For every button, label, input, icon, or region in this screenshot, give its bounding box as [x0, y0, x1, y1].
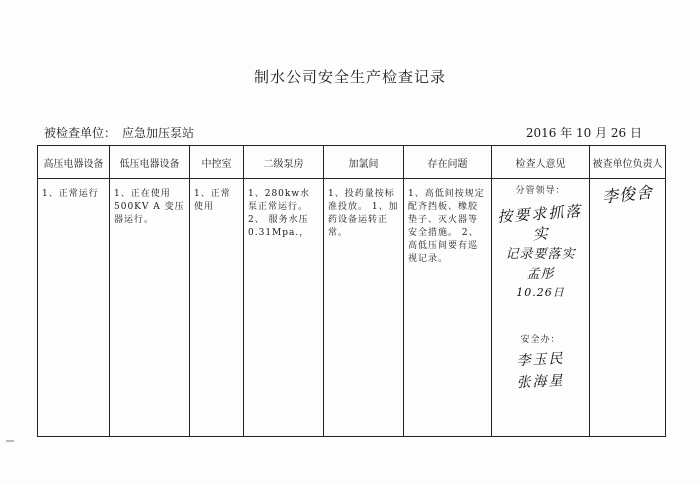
inspection-table — [37, 145, 666, 437]
header-control-room: 中控室 — [190, 146, 244, 179]
inspected-unit — [44, 124, 194, 141]
cell-control-room: 1、正常使用 — [190, 179, 244, 437]
safety-signature-1: 李玉民 — [516, 350, 565, 370]
leader-signature-date: 10.26日 — [516, 286, 565, 299]
page-title: 制水公司安全生产检查记录 — [253, 68, 446, 86]
cell-inspector-opinion — [492, 179, 590, 437]
header-issues: 存在问题 — [404, 146, 492, 179]
record-date: 2016 年 10 月 26 日 — [525, 126, 642, 140]
responsible-signature: 李俊舍 — [601, 182, 654, 207]
header-hv-equipment: 高压电器设备 — [38, 146, 110, 179]
cell-chlorine-room: 1、投药量按标准投放。 1、加药设备运转正常。 — [324, 179, 404, 437]
safety-office-label: 安全办： — [520, 335, 561, 345]
inspected-unit-label: 被检查单位： — [44, 126, 117, 140]
scan-mark — [6, 440, 14, 442]
table-row — [38, 179, 666, 437]
cell-lv-equipment: 1、正在使用500KV A 变压器运行。 — [110, 179, 190, 437]
header-pump-room: 二级泵房 — [244, 146, 324, 179]
safety-signature-2: 张海星 — [516, 372, 565, 392]
cell-issues: 1、高低间按规定配齐挡板、橡胶垫子、灭火器等安全措施。 2、高低压间要有巡视记录。 — [404, 179, 492, 437]
leader-comment-signature-2: 记录要落实 — [505, 247, 576, 262]
header-chlorine-room: 加氯间 — [324, 146, 404, 179]
cell-hv-equipment: 1、正常运行 — [38, 179, 110, 437]
cell-pump-room: 1、280kw水泵正常运行。 2、 服务水压0.31Mpa.， — [244, 179, 324, 437]
cell-responsible-person — [590, 179, 666, 437]
header-inspector-opinion: 检查人意见 — [492, 146, 590, 179]
leader-label: 分管领导： — [515, 186, 566, 196]
leader-signature: 孟彤 — [526, 267, 555, 282]
header-lv-equipment: 低压电器设备 — [110, 146, 190, 179]
leader-comment-signature: 按要求抓落实 — [496, 202, 583, 244]
table-header-row — [38, 146, 666, 179]
header-responsible-person: 被查单位负责人 — [590, 146, 666, 179]
inspected-unit-value: 应急加压泵站 — [122, 126, 195, 140]
